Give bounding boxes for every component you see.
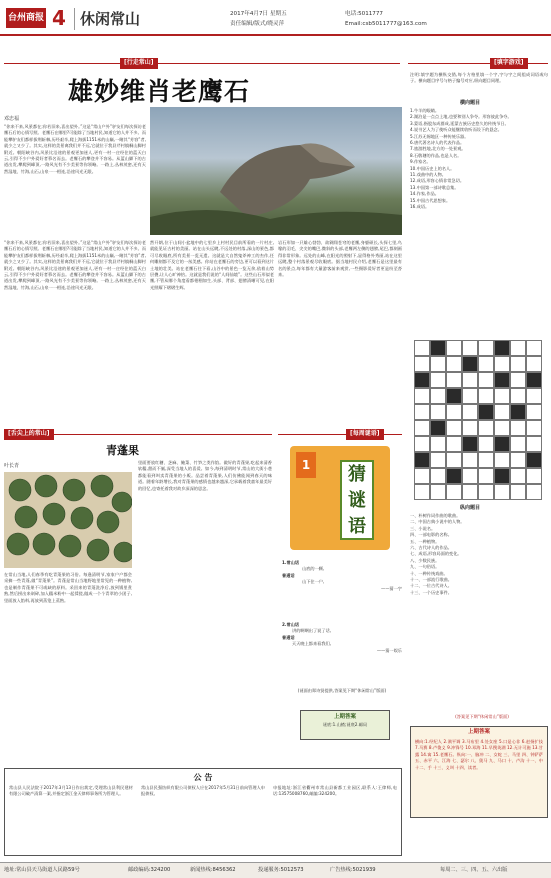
- down-clue: 十二、一位古代诗人。: [410, 583, 452, 589]
- column-tag: [行走常山]: [120, 58, 158, 69]
- grid-cell[interactable]: [446, 404, 462, 420]
- grid-cell[interactable]: [414, 356, 430, 372]
- riddle-tag: [每周谜语]: [346, 429, 384, 440]
- contact-email: Email:csb5011777@163.com: [345, 21, 427, 27]
- grid-block: [494, 372, 510, 388]
- grid-cell[interactable]: [462, 420, 478, 436]
- issue-date: 2017年4月7日 星期五: [230, 11, 287, 17]
- grid-cell[interactable]: [510, 356, 526, 372]
- across-clue: 12.成语,形容心情非常急切。: [410, 178, 465, 184]
- grid-cell[interactable]: [478, 436, 494, 452]
- riddle-line: 天天晚上都来看我们,: [292, 641, 332, 647]
- across-clues: [410, 108, 548, 211]
- down-clue: 五、一种植物。: [410, 538, 440, 544]
- down-clue: 七、成语,形容局面的变化。: [410, 551, 462, 557]
- down-clue: 六、古代诗人的作品。: [410, 545, 452, 551]
- grid-block: [414, 372, 430, 388]
- article-col-1: “你来不来,风景都在;你若旧来,喜出望外。”这是“常山户外”驴友们每次探访老鹰石后的心情写照。老鹰石在哪里?可能除了当地村民,知道它的人并不多。而能攀驴友们都样拔荆斩棘,历经艰辛,爬上海拔1151米的山巅,一睹其“芳容”者,就少之又少了。其实,这样的美景离我们并不远,它就位于我县芹村镇桐山脚村附近。朝阳峡谷内,风景比沿途的景观更加迷人,更有一村一庄经住的蓝天白云,引得不少户外爱好者慕名而去。老鹰石的攀登并不容易。从蓝山脚下的古道出发,攀爬到峰顶,一路风光有不少美景等你领略。一路上,丛林茂密,还有天然湿地、竹海,山石,山泉一一相连,沿途风光无限。: [4, 124, 146, 174]
- across-clue: 10.中国历史上的名人。: [410, 165, 455, 171]
- across-clue: 14.作家,作品。: [410, 191, 439, 197]
- header-divider: [74, 8, 75, 30]
- grid-cell[interactable]: [446, 452, 462, 468]
- down-clue: 一、朴树作词作曲的歌曲。: [410, 513, 461, 518]
- grid-cell[interactable]: [510, 372, 526, 388]
- rock-illustration: [150, 107, 402, 235]
- grid-cell[interactable]: [494, 484, 510, 500]
- riddle-2-hint: ——猜一娱乐: [376, 647, 402, 653]
- grid-cell[interactable]: [510, 468, 526, 484]
- grid-cell[interactable]: [478, 372, 494, 388]
- across-clue: 3.蒙语,指股东成群成,延蒙古族历史悠久的传统节日。: [410, 120, 509, 126]
- footer-editorial: 新闻热线:8456362: [190, 867, 236, 873]
- across-clue: 8.石敬瑭的作品,也是人名。: [410, 152, 462, 158]
- down-clue: 四、一部电影的名称。: [410, 532, 452, 538]
- down-clue: 二、中国古典小说中的人物。: [410, 519, 465, 525]
- grid-block: [494, 436, 510, 452]
- grid-cell[interactable]: [494, 404, 510, 420]
- last-answer-box: [410, 726, 548, 818]
- grid-block: [462, 436, 478, 452]
- across-clue: 5.江苏无锡地区一种传统乐器。: [410, 133, 469, 139]
- last-answer-title: 上期答案: [467, 729, 490, 735]
- byline: 邓忠福: [4, 116, 20, 122]
- grid-cell[interactable]: [478, 356, 494, 372]
- grid-cell[interactable]: [446, 340, 462, 356]
- footer-classified: 投递服务:5012573: [258, 867, 304, 873]
- riddle-line: 山下住一户,: [302, 579, 325, 585]
- grid-cell[interactable]: [462, 372, 478, 388]
- article-col-2: 然开朗,位于山间小盆地中的七里乡上村村民目前所看的一片村庄,就能见证古村的美丽。站在山头远眺,不远处的村落,深山的景色,都可尽收眼底,所有美景一览无遗。这就是大自然鬼斧神工的杰作,任何雕刻都不及它的一丝美感。你站在老鹰石的旁边,更可以看到这片土地的壮美。站在老鹰石往下看,山谷中的景色一览无余,依着山势层叠,让人心旷神怡。这就是我们说的“人间仙境”。这些山石形似老鹰,不管从哪个角度看都栩栩如生,头部、背部、翅膀清晰可见,在阳光照耀下熠熠生辉。: [150, 240, 274, 290]
- riddle-note: (谜面由郑诗贤提供,答案见下期“休闲常山”版面): [297, 688, 387, 693]
- riddle-line: 普通话: [282, 572, 295, 578]
- across-clue: 16.成语。: [410, 204, 430, 210]
- footer-postcode: 邮政编码:324200: [128, 867, 171, 873]
- food-col-2: 里面要放红糖、芝麻、腌菜、竹笋之类作馅。做好的青蓬果,吃起来清香软糯,甜而不腻,深受当地人的喜爱。如今,每到清明时节,常山的大街小巷都能看到叫卖青蓬果的小贩。品尝着青蓬果,人们仿佛能闻到春天的味道。随着年龄增长,我对青蓬果的感情也越来越深,它承载着我童年最美好的回忆,也寄托着我对故乡深深的思念。: [138, 460, 272, 491]
- notice-col-2: 常山县民强纺织有限公司债权人应在2017年5月31日前向管理人申报债权。: [141, 785, 265, 797]
- dumplings-illustration: [4, 472, 132, 568]
- grid-cell[interactable]: [414, 404, 430, 420]
- page-number: 4: [52, 6, 66, 30]
- grid-cell[interactable]: [526, 356, 542, 372]
- down-clue: 十三、一个历史事件。: [410, 589, 452, 595]
- grid-block: [494, 468, 510, 484]
- food-col-1: 在常山当地,人们春季有吃青蓬果的习俗。每逢清明节,家家户户都会采摘一些青蓬,做“青蓬果”。青蓬是常山当地野地里常见的一种植物,也是制作青蓬果不可或缺的原料。采回来的青蓬洗净后,放到锅里煮熟,然后捞出来剁碎,加入糯米粉中一起揉搓,做成一个个青翠的小团子,里面放入馅料,再放到蒸笼上蒸熟。: [4, 572, 132, 603]
- grid-cell[interactable]: [414, 420, 430, 436]
- crossword-answer-note: (答案见下期“休闲常山”版面): [455, 714, 509, 719]
- crossword-tag: [填字游戏]: [490, 58, 528, 69]
- notice-col-3: 申报地址:浙江省衢州市常山县新都工业园区,联系人:王律师,电话:13575008760,邮编:324200。: [273, 785, 397, 797]
- footer-distribution: 广告热线:5021939: [330, 867, 376, 873]
- footer-print: 每周二、三、四、五、六出版: [440, 867, 508, 873]
- footer-address: 地址:常山县天马街道人民路59号: [4, 867, 80, 873]
- riddle-banner: 1 猜 谜 语: [290, 446, 390, 550]
- grid-cell[interactable]: [478, 340, 494, 356]
- grid-cell[interactable]: [478, 452, 494, 468]
- across-clue: 1.牛羊的眼睛。: [410, 108, 440, 113]
- food-title: 青蓬果: [106, 444, 139, 457]
- grid-cell[interactable]: [414, 436, 430, 452]
- across-clue: 4.说书艺人为了使听众能继续收听而设下的悬念。: [410, 127, 502, 133]
- grid-cell[interactable]: [414, 388, 430, 404]
- notice-title: 公 告: [193, 773, 213, 782]
- editor-info: 责任编辑/版式/晓灵萍: [230, 21, 285, 27]
- grid-cell[interactable]: [462, 484, 478, 500]
- grid-cell[interactable]: [430, 404, 446, 420]
- riddle-2-title: 2.常山话: [282, 622, 300, 627]
- grid-cell[interactable]: [510, 436, 526, 452]
- section-rule: [4, 63, 400, 64]
- grid-cell[interactable]: [430, 436, 446, 452]
- grid-block: [446, 388, 462, 404]
- riddle-line: 讲的啊啊出了说了话,: [292, 628, 332, 634]
- grid-cell[interactable]: [526, 436, 542, 452]
- grid-block: [414, 452, 430, 468]
- down-clues: [410, 513, 548, 596]
- grid-cell[interactable]: [510, 484, 526, 500]
- grid-cell[interactable]: [446, 436, 462, 452]
- grid-block: [430, 340, 446, 356]
- grid-cell[interactable]: [494, 452, 510, 468]
- grid-cell[interactable]: [510, 420, 526, 436]
- grid-block: [462, 356, 478, 372]
- riddle-1-hint: ——猜一字: [381, 585, 402, 591]
- grid-cell[interactable]: [494, 388, 510, 404]
- down-heading: 纵向题目: [460, 505, 481, 511]
- down-clue: 十、一种传统戏曲。: [410, 570, 448, 576]
- notice-col-1: 常山县人民法院于2017年3月13日作出裁定,受理常山县利民建材有限公司破产清算一案,并指定浙江金天律师事务所为管理人。: [9, 785, 133, 797]
- article-col-1b: “你来不来,风景都在;你若旧来,喜出望外。”这是“常山户外”驴友们每次探访老鹰石后的心情写照。老鹰石在哪里?可能除了当地村民,知道它的人并不多。而能攀驴友们都样拔荆斩棘,历经艰辛,爬上海拔1151米的山巅,一睹其“芳容”者,就少之又少了。其实,这样的美景离我们并不远,它就位于我县芹村镇桐山脚村附近。朝阳峡谷内,风景比沿途的景观更加迷人,更有一村一庄经住的蓝天白云,引得不少户外爱好者慕名而去。老鹰石的攀登并不容易。从蓝山脚下的古道出发,攀爬到峰顶,一路风光有不少美景等你领略。一路上,丛林茂密,还有天然湿地、竹海,山石,山泉一一相连,沿途风光无限。: [4, 240, 146, 290]
- grid-cell[interactable]: [478, 388, 494, 404]
- notice-box: [4, 768, 402, 856]
- riddle-2: [282, 622, 402, 654]
- eagle-rock-photo: [150, 107, 402, 235]
- grid-cell[interactable]: [414, 468, 430, 484]
- qingpeng-photo: [4, 472, 132, 568]
- across-clue: 15.中国古代思想家。: [410, 197, 451, 203]
- grid-cell[interactable]: [478, 484, 494, 500]
- grid-cell[interactable]: [462, 452, 478, 468]
- grid-cell[interactable]: [494, 420, 510, 436]
- grid-cell[interactable]: [526, 388, 542, 404]
- newspaper-logo: 台州商报: [6, 8, 46, 28]
- grid-cell[interactable]: [526, 340, 542, 356]
- across-clue: 9.作家名。: [410, 159, 431, 165]
- grid-cell[interactable]: [494, 356, 510, 372]
- grid-cell[interactable]: [430, 452, 446, 468]
- crossword-note: 注明:填字题为横纵交错,每个方格里填一个字,字与字之间组成词语或句子。横向题目序号与格子编号对应,纵向题目同理。: [410, 72, 548, 84]
- across-clue: 11.戏曲中的人物。: [410, 172, 446, 178]
- down-clue: 九、一句俗语。: [410, 564, 440, 570]
- grid-cell[interactable]: [510, 388, 526, 404]
- across-clue: 7.旅游胜地,北方的一处景观。: [410, 146, 466, 152]
- riddle-answer-text: 谜底:1.山楂;谜底2.邮局: [322, 721, 368, 727]
- grid-cell[interactable]: [446, 484, 462, 500]
- grid-cell[interactable]: [446, 372, 462, 388]
- riddle-1: [282, 560, 402, 592]
- grid-block: [510, 404, 526, 420]
- last-answer-text: 横向:1.经纪人 2.满平调 3.马布里 4.处女座 5.口是心非 6.赵扬扩技 7.马赛 8.卢俊义 9.冲锋号 10.邓海 11.早搜英湖 12.无计可施 13.甘露 14.寓 15.老鹰石。纵向:一、脑冲 二、女蛇 三、马里 四、钟萨萨 五、赤平 六、江海 七、瑟尔 八、奥马 九、马口 十、卢沟 十一、中 十二、手 十三、义叫 十四、读者。: [415, 738, 543, 770]
- page-footer: [0, 862, 551, 878]
- grid-cell[interactable]: [414, 484, 430, 500]
- grid-cell[interactable]: [430, 468, 446, 484]
- grid-cell[interactable]: [526, 420, 542, 436]
- grid-cell[interactable]: [462, 388, 478, 404]
- grid-cell[interactable]: [462, 340, 478, 356]
- grid-cell[interactable]: [510, 340, 526, 356]
- grid-cell[interactable]: [510, 452, 526, 468]
- down-clue: 三、小说名。: [410, 525, 436, 531]
- crossword-grid[interactable]: [414, 340, 542, 500]
- grid-block: [526, 452, 542, 468]
- article-col-3: 岩石形如一只雄心勃勃、欲翱翔苍穹的老鹰,身躯硕长,头探七里,鸟喙的羽毛、尖尖的嘴巴,微斜的头部,老鹰两左侧的翅膀,尾巴,都刻画得非常形象。远处的山峰,在阳光的照射下,显得格外秀丽,站在这里远眺,整个村落景观尽收眼底。据当地村民介绍,老鹰石是这里最有名的景点,每年都有大量游客前来观赏,一些摄影爱好者更是纷至沓来。: [278, 240, 402, 278]
- riddle-line: 普通话: [282, 634, 295, 640]
- across-clue: 6.唐代著名诗人的代表作品。: [410, 140, 465, 146]
- grid-cell[interactable]: [414, 340, 430, 356]
- grid-block: [446, 468, 462, 484]
- grid-cell[interactable]: [462, 468, 478, 484]
- food-tag: [舌尖上的常山]: [4, 429, 54, 440]
- section-title: 休闲常山: [80, 10, 141, 28]
- grid-block: [430, 420, 446, 436]
- food-byline: 叶长青: [4, 463, 20, 469]
- riddle-line: 山底的一颗,: [302, 566, 325, 572]
- across-clue: 13.中国第一部诗歌总集。: [410, 184, 459, 190]
- across-heading: 横向题目: [460, 100, 481, 106]
- down-clue: 八、少数民族。: [410, 557, 440, 563]
- grid-cell[interactable]: [446, 420, 462, 436]
- contact-phone: 电话:5011777: [345, 11, 383, 17]
- grid-cell[interactable]: [478, 420, 494, 436]
- grid-cell[interactable]: [430, 484, 446, 500]
- grid-block: [494, 340, 510, 356]
- riddle-answer-title: 上期答案: [333, 714, 356, 720]
- grid-cell[interactable]: [430, 388, 446, 404]
- grid-block: [478, 404, 494, 420]
- riddle-answer-box: [300, 710, 390, 740]
- grid-cell[interactable]: [430, 356, 446, 372]
- across-clue: 2.湖泊是一点点上地,也要和别人争夺。形容彼此争夺。: [410, 114, 512, 120]
- down-clue: 十一、一部流行歌曲。: [410, 577, 452, 583]
- riddle-1-title: 1.常山话: [282, 560, 300, 565]
- grid-cell[interactable]: [446, 356, 462, 372]
- grid-cell[interactable]: [462, 404, 478, 420]
- article-title: 雄妙维肖老鹰石: [68, 77, 251, 106]
- grid-cell[interactable]: [526, 468, 542, 484]
- grid-cell[interactable]: [526, 404, 542, 420]
- grid-cell[interactable]: [478, 468, 494, 484]
- grid-block: [526, 372, 542, 388]
- grid-cell[interactable]: [430, 372, 446, 388]
- grid-cell[interactable]: [526, 484, 542, 500]
